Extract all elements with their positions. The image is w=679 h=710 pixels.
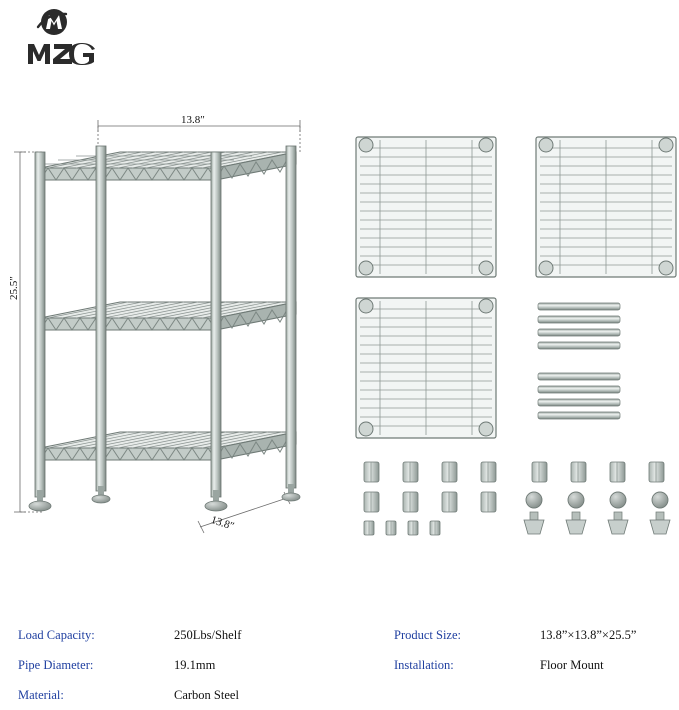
shelf-bottom [40, 432, 296, 460]
dimension-depth-label: 13.8″ [209, 514, 236, 533]
post-bars-group-upper [538, 303, 620, 349]
small-sleeves [364, 521, 440, 535]
spec-value-installation: Floor Mount [540, 658, 604, 672]
post-front-left [35, 152, 45, 497]
connector-clips-row-1 [364, 462, 664, 482]
spec-value-load-capacity: 250Lbs/Shelf [174, 628, 242, 642]
spec-value-pipe-diameter: 19.1mm [174, 658, 216, 672]
spec-label-material: Material: [18, 688, 64, 702]
post-front-right [211, 152, 221, 497]
leveling-foot-back-right [282, 484, 300, 501]
leveling-foot-back-left [92, 486, 110, 503]
shelf-top [40, 152, 296, 180]
dimension-width-label: 13.8″ [181, 114, 205, 126]
post-bars-group-lower [538, 373, 620, 419]
spec-label-load-capacity: Load Capacity: [18, 628, 95, 642]
spec-value-product-size: 13.8”×13.8”×25.5” [540, 628, 637, 642]
leveling-foot-front-right [205, 490, 227, 511]
shelf-panel-2 [536, 137, 676, 277]
spec-value-material: Carbon Steel [174, 688, 239, 702]
post-back-right [286, 146, 296, 488]
spec-label-product-size: Product Size: [394, 628, 462, 642]
spec-label-pipe-diameter: Pipe Diameter: [18, 658, 94, 672]
dimension-depth [198, 492, 290, 533]
post-back-left [96, 146, 106, 491]
leveling-foot-front-left [29, 490, 51, 511]
dimension-height-label: 25.5″ [8, 276, 20, 300]
leveling-feet-round [526, 492, 668, 508]
spec-label-installation: Installation: [394, 658, 454, 672]
assembled-shelf-unit [29, 146, 300, 511]
specifications-table [0, 620, 679, 704]
shelf-panel-3 [356, 298, 496, 438]
leveling-feet-cone [524, 512, 670, 534]
shelf-panel-1 [356, 137, 496, 277]
shelf-middle [40, 302, 296, 330]
connector-clips-row-2 [364, 492, 496, 512]
